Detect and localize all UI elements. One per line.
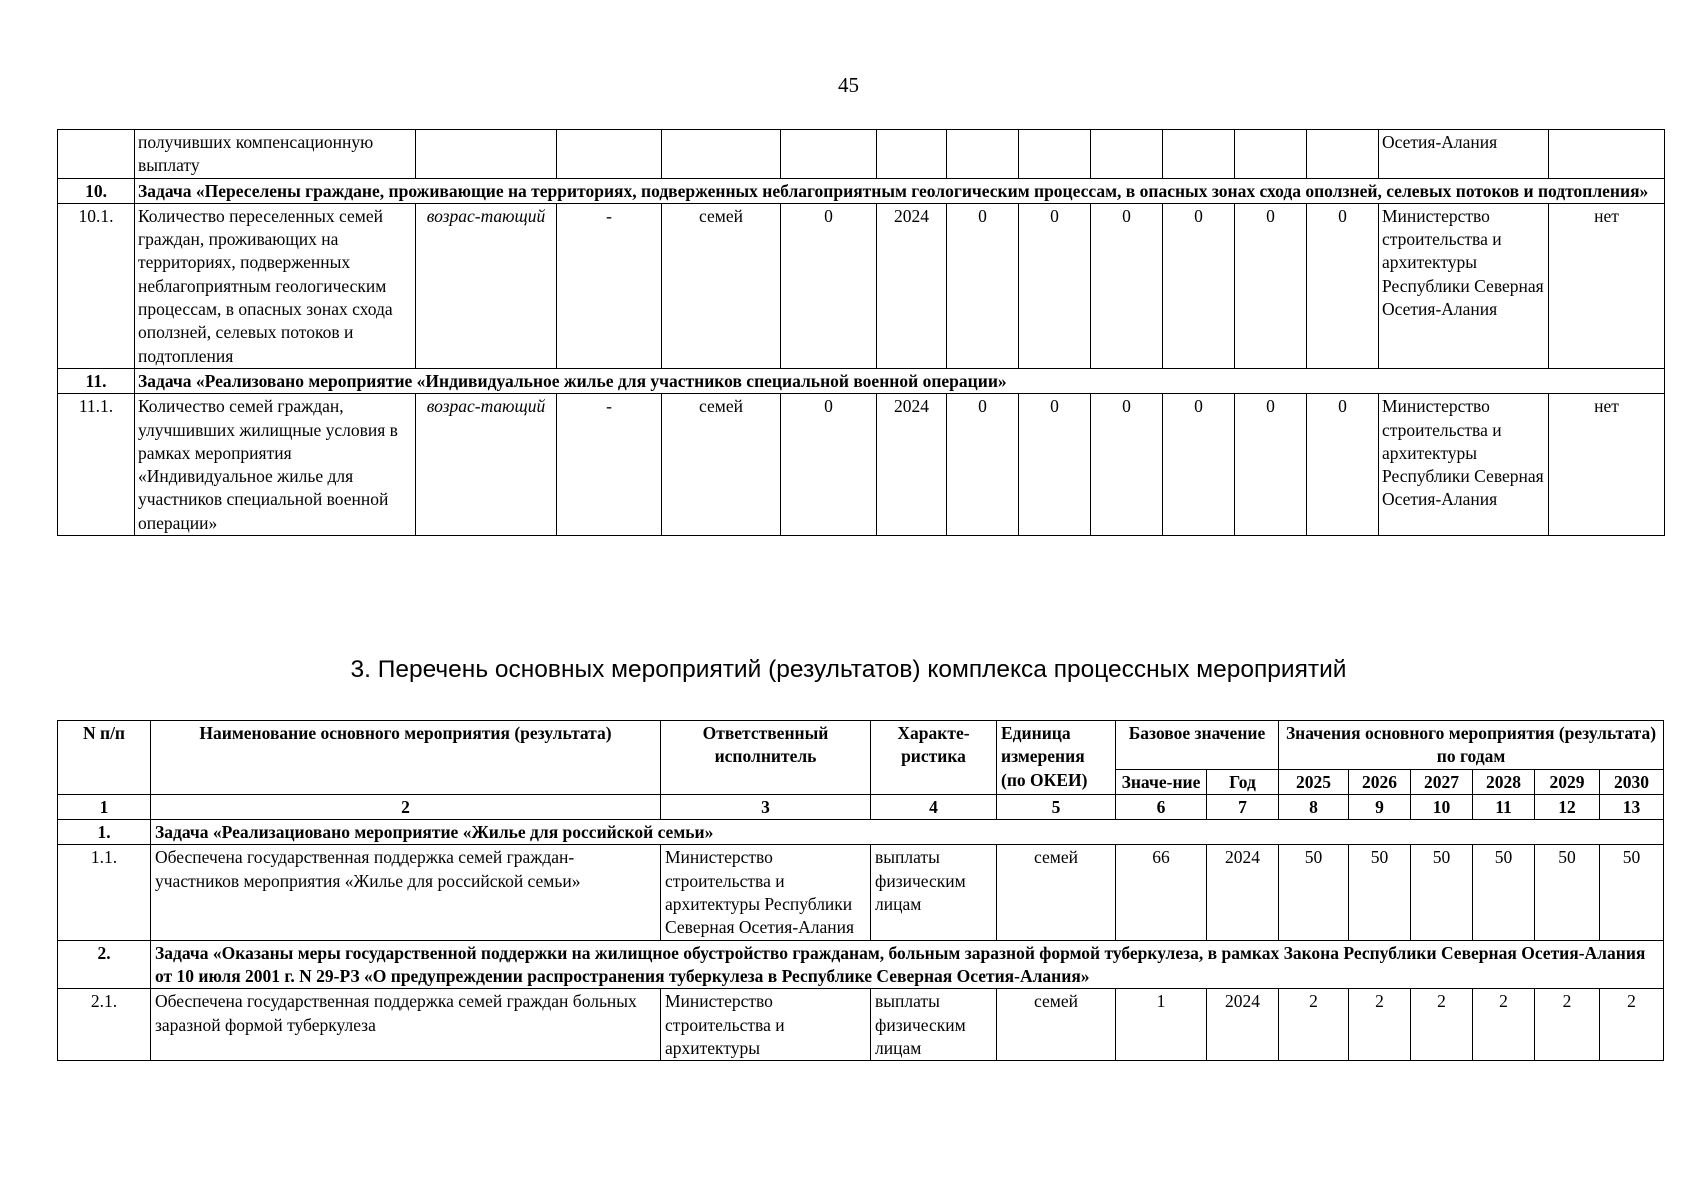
value-cell: 50: [1349, 845, 1411, 940]
header-year: 2029: [1535, 769, 1600, 794]
value-cell: 0: [1091, 394, 1163, 536]
trend: возрас-тающий: [416, 203, 557, 368]
header-base: Базовое значение: [1116, 721, 1279, 770]
executor: Министерство строительства и архитектуры: [661, 989, 871, 1061]
base-year: 2024: [877, 394, 947, 536]
value-cell: 0: [1091, 203, 1163, 368]
activity-name: Обеспечена государственная поддержка семей граждан больных заразной формой туберкулеза: [151, 989, 661, 1061]
column-number: 5: [997, 794, 1116, 819]
value-cell: 0: [1307, 203, 1379, 368]
header-year: 2027: [1411, 769, 1473, 794]
table-row: [58, 130, 1665, 179]
value-cell: 0: [947, 394, 1019, 536]
task-row: [58, 940, 1664, 989]
value-cell: 50: [1279, 845, 1349, 940]
executor: Министерство строительства и архитектуры Республики Северная Осетия-Алания: [661, 845, 871, 940]
header-row: [58, 721, 1664, 770]
indicator-name: Количество переселенных семей граждан, проживающих на территориях, подверженных неблагоприятным геологическим процессам, в опасных зонах схода оползней, селевых потоков и подтопления: [135, 203, 416, 368]
value-cell: 0: [947, 203, 1019, 368]
column-number: 10: [1411, 794, 1473, 819]
indicator-name: получивших компенсационную выплату: [135, 130, 416, 179]
column-number: 2: [151, 794, 661, 819]
header-year: 2028: [1473, 769, 1535, 794]
last-column: нет: [1549, 203, 1665, 368]
base-value: 66: [1116, 845, 1207, 940]
value-cell: 50: [1473, 845, 1535, 940]
column-number: 3: [661, 794, 871, 819]
task-row: [58, 178, 1665, 203]
value-cell: 0: [1235, 394, 1307, 536]
value-cell: 2: [1535, 989, 1600, 1061]
activity-name: Обеспечена государственная поддержка семей граждан-участников мероприятия «Жилье для российской семьи»: [151, 845, 661, 940]
value-cell: 0: [1019, 394, 1091, 536]
header-year: 2030: [1600, 769, 1664, 794]
header-num: N п/п: [58, 721, 151, 795]
value-cell: 50: [1535, 845, 1600, 940]
executor: Осетия-Алания: [1379, 130, 1549, 179]
column-number: 9: [1349, 794, 1411, 819]
task-number: 10.: [58, 178, 135, 203]
value-cell: 2: [1411, 989, 1473, 1061]
activities-table: [57, 720, 1664, 1061]
unit: семей: [997, 845, 1116, 940]
indicators-table: [57, 129, 1665, 536]
last-column: нет: [1549, 394, 1665, 536]
characteristic: выплаты физическим лицам: [871, 845, 997, 940]
header-name: Наименование основного мероприятия (результата): [151, 721, 661, 795]
header-base-year: Год: [1207, 769, 1279, 794]
header-unit: Единица измерения (по ОКЕИ): [997, 721, 1116, 795]
table-row: [58, 203, 1665, 368]
task-title: Задача «Оказаны меры государственной поддержки на жилищное обустройство гражданам, больным заразной формой туберкулеза, в рамках Закона Республики Северная Осетия-Алания от 10 июля 2001 г. N 29-РЗ «О предупреждении распространения туберкулеза в Республике Северная Осетия-Алания»: [151, 940, 1664, 989]
task-row: [58, 368, 1665, 393]
row-number: 1.1.: [58, 845, 151, 940]
task-number: 2.: [58, 940, 151, 989]
indicator-name: Количество семей граждан, улучшивших жилищные условия в рамках мероприятия «Индивидуальное жилье для участников специальной военной операции»: [135, 394, 416, 536]
section-title: 3. Перечень основных мероприятий (результатов) комплекса процессных мероприятий: [350, 656, 1347, 683]
level: -: [557, 203, 662, 368]
column-numbers-row: [58, 794, 1664, 819]
base-year: 2024: [877, 203, 947, 368]
value-cell: 0: [1235, 203, 1307, 368]
value-cell: 2: [1600, 989, 1664, 1061]
value-cell: 0: [1163, 203, 1235, 368]
value-cell: 2: [1473, 989, 1535, 1061]
column-number: 1: [58, 794, 151, 819]
task-title: Задача «Переселены граждане, проживающие на территориях, подверженных неблагоприятным геологическим процессам, в опасных зонах схода оползней, селевых потоков и подтопления»: [135, 178, 1665, 203]
column-number: 6: [1116, 794, 1207, 819]
header-values: Значения основного мероприятия (результата) по годам: [1279, 721, 1664, 770]
value-cell: 50: [1600, 845, 1664, 940]
header-base-value: Значе-ние: [1116, 769, 1207, 794]
base-value: 0: [781, 203, 877, 368]
base-value: 1: [1116, 989, 1207, 1061]
header-year: 2026: [1349, 769, 1411, 794]
task-number: 1.: [58, 820, 151, 845]
column-number: 4: [871, 794, 997, 819]
executor: Министерство строительства и архитектуры Республики Северная Осетия-Алания: [1379, 203, 1549, 368]
column-number: 13: [1600, 794, 1664, 819]
executor: Министерство строительства и архитектуры Республики Северная Осетия-Алания: [1379, 394, 1549, 536]
base-year: 2024: [1207, 845, 1279, 940]
column-number: 12: [1535, 794, 1600, 819]
trend: возрас-тающий: [416, 394, 557, 536]
task-title: Задача «Реализовано мероприятие «Индивидуальное жилье для участников специальной военной операции»: [135, 368, 1665, 393]
unit: семей: [997, 989, 1116, 1061]
value-cell: 0: [1019, 203, 1091, 368]
task-row: [58, 820, 1664, 845]
header-characteristic: Характе-ристика: [871, 721, 997, 795]
row-number: 10.1.: [58, 203, 135, 368]
header-year: 2025: [1279, 769, 1349, 794]
table-row: [58, 845, 1664, 940]
column-number: 8: [1279, 794, 1349, 819]
value-cell: 0: [1163, 394, 1235, 536]
column-number: 11: [1473, 794, 1535, 819]
task-title: Задача «Реализациовано мероприятие «Жилье для российской семьи»: [151, 820, 1664, 845]
column-number: 7: [1207, 794, 1279, 819]
level: -: [557, 394, 662, 536]
page-number: 45: [838, 73, 859, 97]
value-cell: 2: [1279, 989, 1349, 1061]
row-number: 2.1.: [58, 989, 151, 1061]
unit: семей: [662, 394, 781, 536]
characteristic: выплаты физическим лицам: [871, 989, 997, 1061]
base-year: 2024: [1207, 989, 1279, 1061]
row-number: 11.1.: [58, 394, 135, 536]
value-cell: 2: [1349, 989, 1411, 1061]
base-value: 0: [781, 394, 877, 536]
value-cell: 0: [1307, 394, 1379, 536]
task-number: 11.: [58, 368, 135, 393]
table-row: [58, 989, 1664, 1061]
header-executor: Ответственный исполнитель: [661, 721, 871, 795]
value-cell: 50: [1411, 845, 1473, 940]
table-row: [58, 394, 1665, 536]
unit: семей: [662, 203, 781, 368]
